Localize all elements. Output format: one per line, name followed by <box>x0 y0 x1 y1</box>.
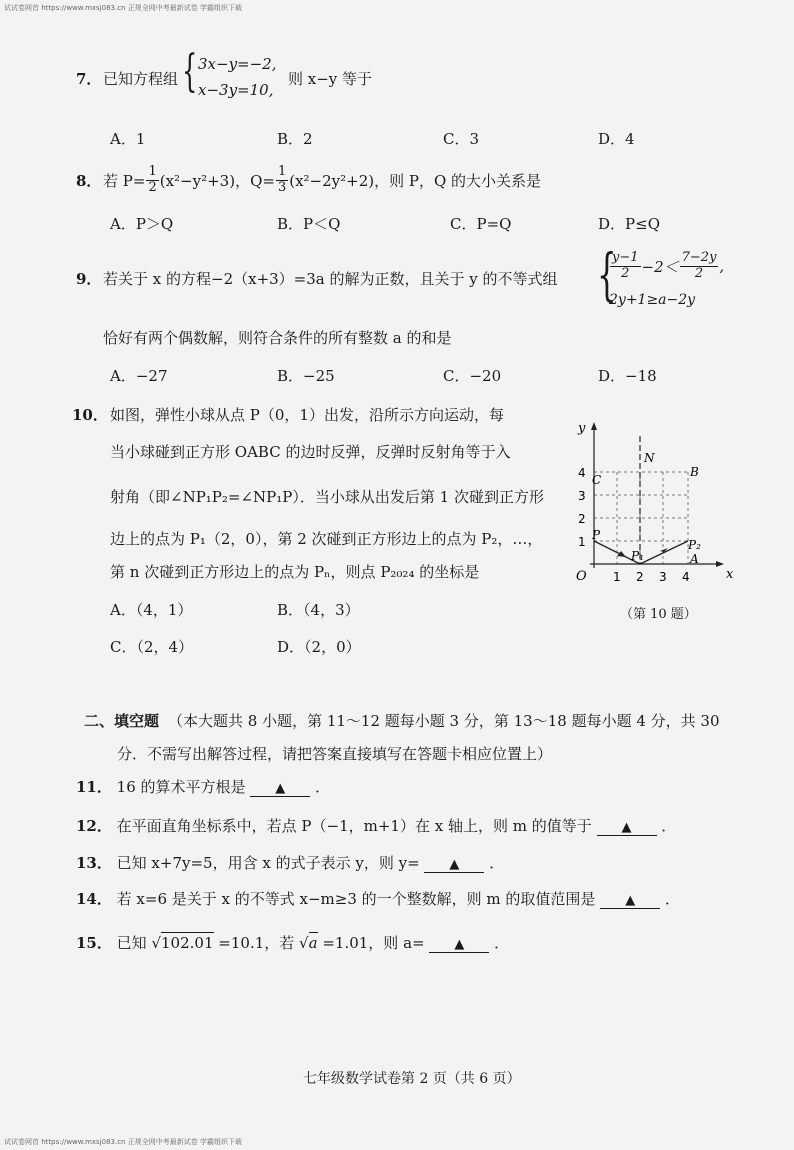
section-title: 二、填空题 <box>84 712 160 730</box>
fraction-numerator: 1 <box>277 164 287 180</box>
fraction-numerator: 7−2y <box>681 250 717 266</box>
question-number: 7． <box>76 70 102 88</box>
coordinate-figure <box>570 418 740 593</box>
option-c: C．（2，4） <box>110 638 194 656</box>
question-line: 射角（即∠NP₁P₂=∠NP₁P）．当小球从出发后第 1 次碰到正方形 <box>110 488 544 506</box>
question-stem: 已知方程组 <box>103 70 179 88</box>
inequality-2: 2y+1≥a−2y <box>609 292 696 308</box>
question-tail: 则 x−y 等于 <box>288 70 373 88</box>
question-number: 8． <box>76 172 102 190</box>
question-12 <box>76 815 676 836</box>
brace-symbol: { <box>597 243 617 308</box>
question-line: 如图，弹性小球从点 P（0，1）出发，沿所示方向运动，每 <box>110 406 504 424</box>
question-line: 第 n 次碰到正方形边上的点为 Pₙ，则点 P₂₀₂₄ 的坐标是 <box>110 563 480 581</box>
radical-symbol: √ <box>151 934 162 952</box>
stem-part: (x²−2y²+2)，则 P，Q 的大小关系是 <box>289 171 542 190</box>
option-c: C．P=Q <box>450 215 512 233</box>
figure-caption: （第 10 题） <box>620 607 697 622</box>
fraction-half <box>146 165 158 195</box>
fraction-numerator: 1 <box>148 164 157 180</box>
point-p2-label: P₂ <box>688 538 701 552</box>
stem-part: 若 P= <box>103 171 146 190</box>
question-number: 10． <box>72 406 108 424</box>
question-line: 边上的点为 P₁（2，0），第 2 次碰到正方形边上的点为 P₂，…， <box>110 530 543 548</box>
inequality-1 <box>609 246 724 286</box>
y-axis-arrow-icon <box>591 422 597 430</box>
top-watermark: 试试卷网首 https://www.mxsj083.cn 正规全网中考最新试卷 学霸组织下载 <box>4 4 242 12</box>
x-axis-arrow-icon <box>716 561 724 567</box>
y-tick-label: 1 <box>578 535 586 549</box>
x-tick-label: 1 <box>613 570 621 584</box>
question-15 <box>76 932 509 953</box>
answer-blank: ▲ <box>424 857 484 873</box>
point-p-label: P <box>592 528 601 542</box>
point-n-label: N <box>644 451 655 465</box>
option-d: D．（2，0） <box>277 638 361 656</box>
option-c: C．3 <box>443 130 480 148</box>
path-arrow-icon <box>617 551 626 557</box>
question-text: =10.1，若 <box>218 934 295 952</box>
y-tick-label: 2 <box>578 512 586 526</box>
radicand: 102.01 <box>161 934 214 952</box>
bottom-watermark: 试试卷网首 https://www.mxsj083.cn 正规全网中考最新试卷 学霸组织下载 <box>4 1138 242 1146</box>
equation-2: x−3y=10, <box>198 81 274 99</box>
option-c: C．−20 <box>443 367 502 385</box>
answer-blank: ▲ <box>597 820 657 836</box>
y-tick-label: 3 <box>578 489 586 503</box>
radicand: a <box>308 934 318 952</box>
question-text: 16 的算术平方根是 <box>116 778 246 796</box>
stem-part: (x²−y²+3)，Q= <box>159 171 275 190</box>
question-text: 已知 <box>116 934 147 952</box>
question-number: 11． <box>76 778 112 796</box>
fraction-third <box>276 165 288 195</box>
section-description: （本大题共 8 小题，第 11～12 题每小题 3 分，第 13～18 题每小题 4 分，共 30 <box>168 712 720 730</box>
question-number: 15． <box>76 934 112 952</box>
question-end: ． <box>489 854 505 872</box>
question-line: 当小球碰到正方形 OABC 的边时反弹，反弹时反射角等于入 <box>110 443 511 461</box>
option-b: B．2 <box>277 130 313 148</box>
point-a-label: A <box>690 552 699 566</box>
option-d: D．4 <box>598 130 635 148</box>
inequality-end: , <box>719 257 725 275</box>
answer-blank: ▲ <box>250 781 310 797</box>
fraction-denominator: 3 <box>277 179 287 195</box>
point-c-label: C <box>592 473 602 487</box>
x-tick-label: 4 <box>682 570 690 584</box>
question-stem: 若关于 x 的方程−2（x+3）=3a 的解为正数，且关于 y 的不等式组 <box>103 270 558 288</box>
question-end: ． <box>494 934 510 952</box>
question-number: 13． <box>76 854 112 872</box>
fraction-denominator: 2 <box>694 265 704 281</box>
question-end: ． <box>661 817 677 835</box>
radical-symbol: √ <box>299 934 309 952</box>
question-end: ． <box>664 890 680 908</box>
question-number: 14． <box>76 890 112 908</box>
option-a: A．−27 <box>110 367 168 385</box>
question-text: 在平面直角坐标系中，若点 P（−1，m+1）在 x 轴上，则 m 的值等于 <box>116 817 592 835</box>
option-b: B．−25 <box>277 367 335 385</box>
question-end: ． <box>315 778 331 796</box>
question-14 <box>76 888 680 909</box>
option-b: B．P＜Q <box>277 215 341 233</box>
option-b: B．（4，3） <box>277 601 360 619</box>
question-stem <box>103 160 541 200</box>
equation-1: 3x−y=−2, <box>198 55 277 73</box>
question-number: 9． <box>76 270 102 288</box>
question-text: =1.01，则 a= <box>322 934 425 952</box>
option-a: A．（4，1） <box>110 601 193 619</box>
option-a: A．P＞Q <box>110 215 174 233</box>
page-footer: 七年级数学试卷第 2 页（共 6 页） <box>303 1071 521 1087</box>
fraction-denominator: 2 <box>621 265 630 281</box>
y-axis-label: y <box>578 421 586 436</box>
answer-blank: ▲ <box>600 893 660 909</box>
fraction-numerator: y−1 <box>612 250 639 266</box>
fraction-denominator: 2 <box>148 179 157 195</box>
fraction <box>680 251 719 281</box>
question-text: 已知 x+7y=5，用含 x 的式子表示 y，则 y= <box>116 854 420 872</box>
option-d: D．−18 <box>598 367 657 385</box>
question-13 <box>76 852 504 873</box>
origin-label: O <box>576 569 587 584</box>
inequality-middle: −2＜ <box>641 257 679 276</box>
x-axis-label: x <box>726 567 734 582</box>
brace-symbol: { <box>182 46 198 97</box>
answer-blank: ▲ <box>429 937 489 953</box>
question-text: 若 x=6 是关于 x 的不等式 x−m≥3 的一个整数解，则 m 的取值范围是 <box>116 890 596 908</box>
question-11 <box>76 776 330 797</box>
point-p1-label: P₁ <box>631 549 644 563</box>
question-line-2: 恰好有两个偶数解，则符合条件的所有整数 a 的和是 <box>103 329 452 347</box>
option-d: D．P≤Q <box>598 215 660 233</box>
question-number: 12． <box>76 817 112 835</box>
point-b-label: B <box>690 465 699 479</box>
fraction <box>610 251 641 281</box>
section-description: 分．不需写出解答过程，请把答案直接填写在答题卡相应位置上） <box>117 745 553 763</box>
y-tick-label: 4 <box>578 466 586 480</box>
x-tick-label: 2 <box>636 570 644 584</box>
option-a: A．1 <box>110 130 146 148</box>
x-tick-label: 3 <box>659 570 667 584</box>
